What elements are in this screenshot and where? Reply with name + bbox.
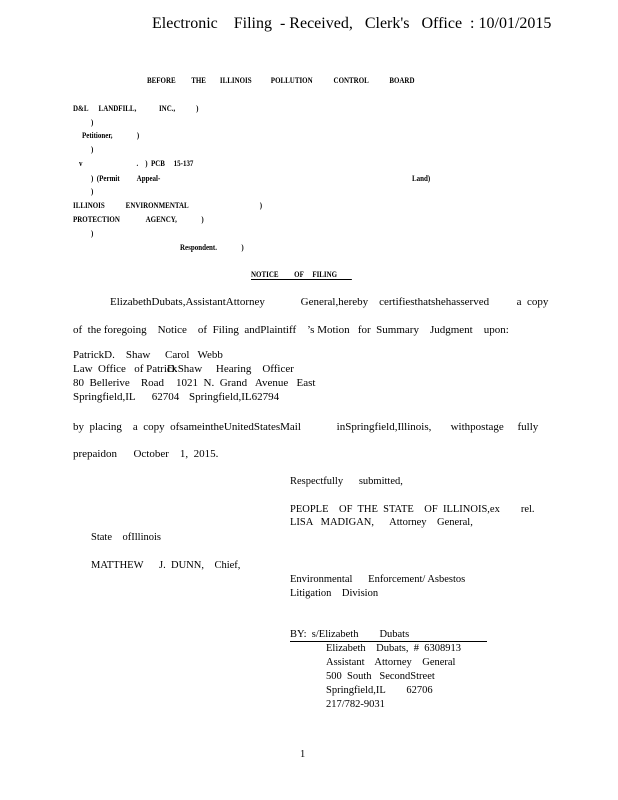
service-address-line: PatrickD. Shaw bbox=[73, 349, 151, 361]
mailing-line: prepaidon October 1, 2015. bbox=[73, 448, 219, 460]
chief-line: MATTHEW J. DUNN, Chief, bbox=[91, 560, 241, 571]
caption-line-petitioner-name: D&L LANDFILL, INC., ) bbox=[73, 103, 199, 113]
caption-line-respondent-name2: PROTECTION AGENCY, ) bbox=[73, 214, 204, 224]
service-address-line: Springfield,IL 62704 bbox=[73, 391, 180, 403]
state-of-illinois: State ofIllinois bbox=[91, 532, 161, 543]
service-address-line: D.Shaw Hearing Officer bbox=[167, 363, 294, 375]
division-line: Environmental Enforcement/ Asbestos bbox=[290, 574, 466, 585]
paragraph-line: ElizabethDubats,AssistantAttorney General,hereby certifiesthatshehasserved a copy bbox=[110, 296, 549, 308]
respectfully-submitted: Respectfully submitted, bbox=[290, 476, 403, 487]
service-address-line: Law Office of Patrick bbox=[73, 363, 178, 375]
signature-block-line: 217/782-9031 bbox=[326, 699, 385, 710]
caption-line-bracket: ) bbox=[91, 117, 94, 127]
service-address-line: Springfield,IL62794 bbox=[189, 391, 280, 403]
attorney-general-line: LISA MADIGAN, Attorney General, bbox=[290, 517, 473, 528]
caption-line-bracket: ) bbox=[91, 228, 94, 238]
signature-block-line: Elizabeth Dubats, # 6308913 bbox=[326, 643, 462, 654]
mailing-line: by placing a copy ofsameintheUnitedStatesMail inSpringfield,Illinois, withpostage fully bbox=[73, 421, 539, 433]
page-number: 1 bbox=[300, 749, 306, 760]
caption-line-petitioner: Petitioner, ) bbox=[82, 130, 140, 140]
signature-by-line: BY: s/Elizabeth Dubats bbox=[290, 630, 487, 642]
service-address-line: 80 Bellerive Road bbox=[73, 377, 165, 389]
caption-line-bracket: ) bbox=[91, 144, 94, 154]
caption-line-permit-appeal: ) (Permit Appeal- bbox=[91, 173, 161, 183]
notice-of-filing-title: NOTICE OF FILING bbox=[251, 270, 352, 280]
paragraph-line: of the foregoing Notice of Filing andPlaintiff ’s Motion for Summary Judgment upon: bbox=[73, 324, 509, 336]
service-address-line: Carol Webb bbox=[165, 349, 223, 361]
caption-line-bracket: ) bbox=[91, 186, 94, 196]
signature-block-line: 500 South SecondStreet bbox=[326, 671, 435, 682]
division-line: Litigation Division bbox=[290, 588, 379, 599]
signature-block-line: Springfield,IL 62706 bbox=[326, 685, 433, 696]
caption-line-permit-appeal-land: Land) bbox=[412, 173, 431, 183]
caption-line-respondent: Respondent. ) bbox=[180, 242, 244, 252]
caption-line-case-number: v . ) PCB 15-137 bbox=[79, 158, 194, 168]
caption-board-title: BEFORE THE ILLINOIS POLLUTION CONTROL BOARD bbox=[147, 75, 415, 85]
caption-line-respondent-name1: ILLINOIS ENVIRONMENTAL ) bbox=[73, 200, 263, 210]
signature-block-line: Assistant Attorney General bbox=[326, 657, 456, 668]
people-line: PEOPLE OF THE STATE OF ILLINOIS,ex rel. bbox=[290, 504, 535, 515]
filing-stamp-header: Electronic Filing - Received, Clerk's Office : 10/01/2015 bbox=[152, 15, 552, 32]
service-address-line: 1021 N. Grand Avenue East bbox=[176, 377, 316, 389]
